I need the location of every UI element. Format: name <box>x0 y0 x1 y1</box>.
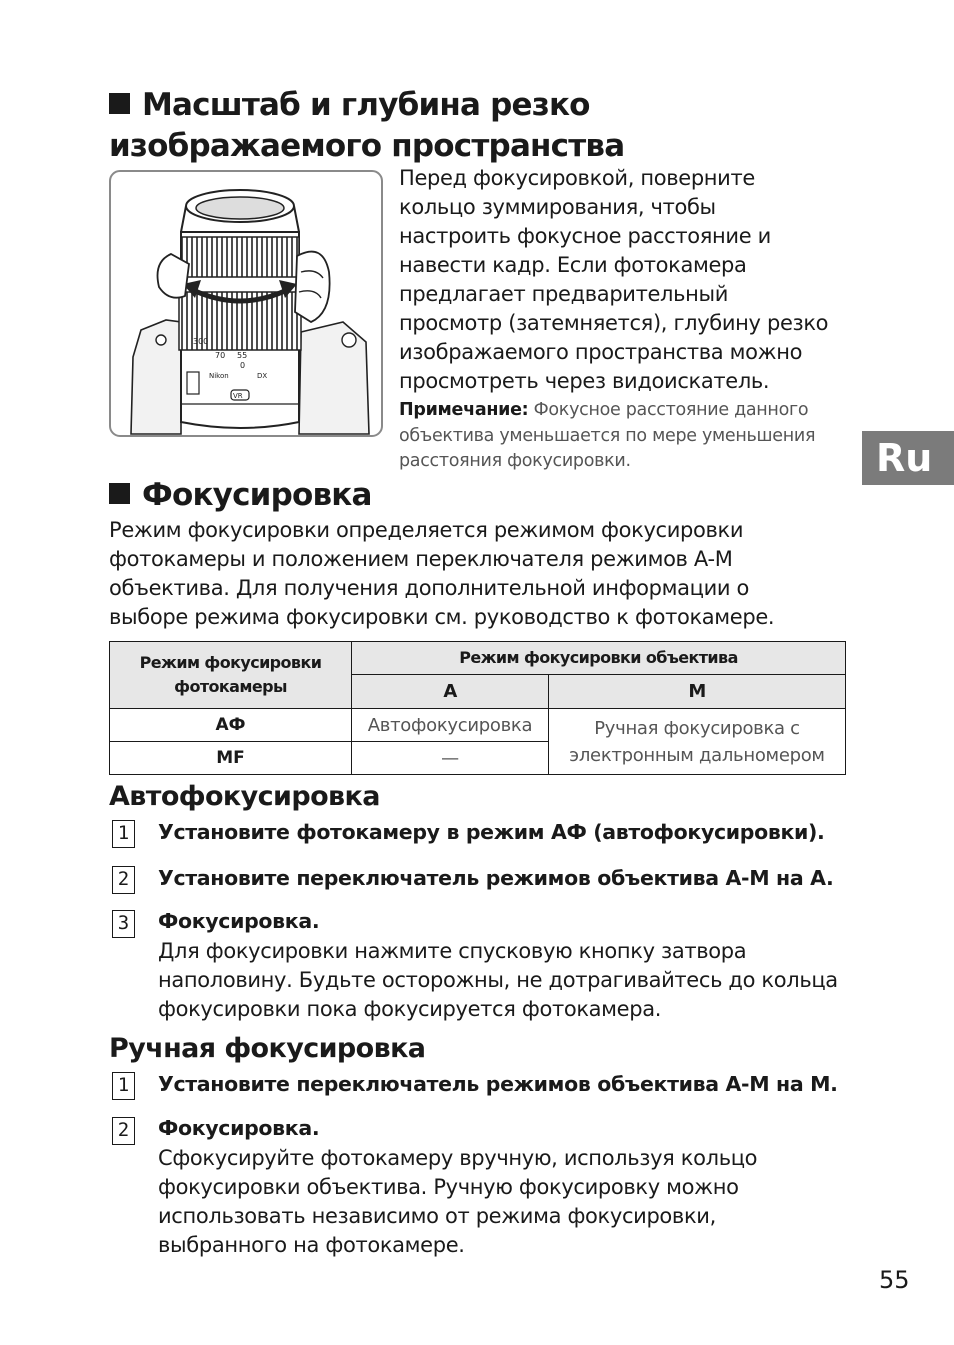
lens-marking-nikon: Nikon <box>209 372 229 380</box>
row-mode-mf: MF <box>110 742 352 775</box>
af-step-3-body: Для фокусировки нажмите спусковую кнопку затвора наполовину. Будьте осторожны, не дотрагивайтесь до кольца фокусировки пока фокусируется фотокамера. <box>158 939 838 1021</box>
square-bullet-icon <box>109 93 130 114</box>
lens-marking-70: 70 <box>215 351 226 360</box>
focus-mode-table <box>109 641 846 775</box>
manual-focus-title: Ручная фокусировка <box>109 1033 426 1064</box>
section-title-scale-depth: Масштаб и глубина резко <box>109 84 590 126</box>
lens-mode-header: Режим фокусировки объектива <box>352 642 846 675</box>
focal-length-note: Примечание: Фокусное расстояние данного объектива уменьшается по мере уменьшения расстояния фокусировки. <box>399 400 816 471</box>
af-step-1-heading: Установите фотокамеру в режим АФ (автофокусировки). <box>158 820 825 844</box>
page-number: 55 <box>879 1266 910 1294</box>
zoom-instructions-paragraph: Перед фокусировкой, поверните кольцо зуммирования, чтобы настроить фокусное расстояние и навести кадр. Если фотокамера предлагает предварительный просмотр (затемняется), глубину резко изображаемого пространства можно просмотреть через видоискатель. <box>399 166 829 393</box>
step-number-box: 1 <box>112 820 135 848</box>
camera-mode-header: Режим фокусировки фотокамеры <box>110 642 352 709</box>
note-label: Примечание: <box>399 400 529 420</box>
row-mode-af: АФ <box>110 709 352 742</box>
lens-marking-55: 55 <box>237 351 248 360</box>
lens-hand-zoom-icon <box>111 172 381 435</box>
step-number-box: 2 <box>112 1117 135 1145</box>
step-number-box: 3 <box>112 910 135 938</box>
language-tab-ru: Ru <box>862 431 954 485</box>
lens-marking-0: 0 <box>240 361 246 370</box>
lens-marking-dx: DX <box>257 372 268 380</box>
row-mf-a-value: — <box>352 742 549 775</box>
section-title-focusing: Фокусировка <box>109 474 372 516</box>
col-header-a: A <box>352 675 549 709</box>
mf-step-2-heading: Фокусировка. <box>158 1116 320 1140</box>
mf-step-1-heading: Установите переключатель режимов объектива A-M на M. <box>158 1072 838 1096</box>
square-bullet-icon <box>109 483 130 504</box>
table-row <box>110 709 846 742</box>
autofocus-title: Автофокусировка <box>109 781 380 812</box>
lens-marking-300: 300 <box>193 337 209 346</box>
lens-zoom-illustration <box>109 170 383 437</box>
section-title-scale-depth-line2: изображаемого пространства <box>109 128 625 164</box>
step-number-box: 2 <box>112 866 135 894</box>
af-step-3-heading: Фокусировка. <box>158 909 320 933</box>
af-step-2-heading: Установите переключатель режимов объектива A-M на A. <box>158 866 834 890</box>
mf-step-2-body: Сфокусируйте фотокамеру вручную, используя кольцо фокусировки объектива. Ручную фокусировку можно использовать независимо от режима фокусировки, выбранного на фотокамере. <box>158 1146 758 1257</box>
m-mode-value: Ручная фокусировка с электронным дальномером <box>549 709 846 775</box>
col-header-m: M <box>549 675 846 709</box>
lens-marking-vr: VR <box>233 392 243 400</box>
step-number-box: 1 <box>112 1072 135 1100</box>
focus-mode-paragraph: Режим фокусировки определяется режимом фокусировки фотокамеры и положением переключателя режимов A-M объектива. Для получения дополнительной информации о выборе режима фокусировки см. руководство к фотокамере. <box>109 518 775 629</box>
row-af-a-value: Автофокусировка <box>352 709 549 742</box>
